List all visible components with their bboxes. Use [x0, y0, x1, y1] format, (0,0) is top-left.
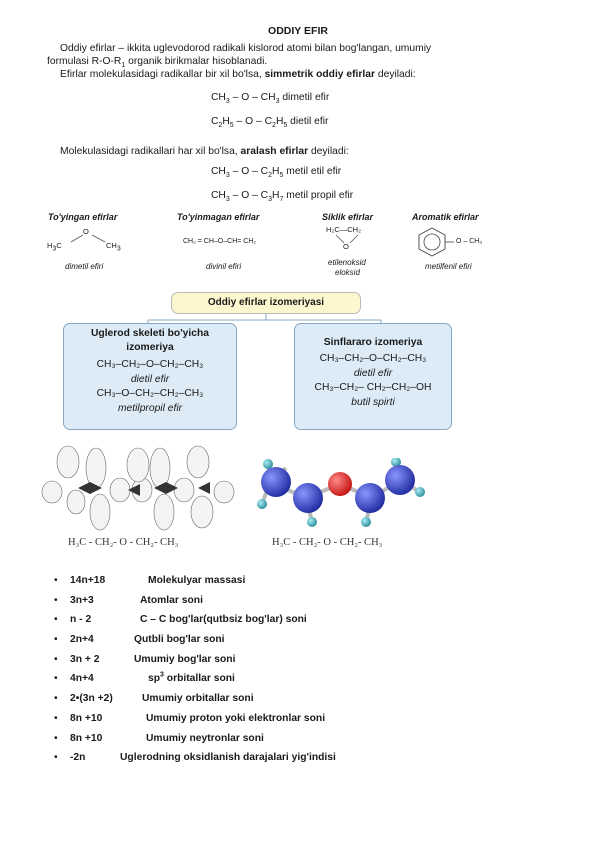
bullet: •: [54, 712, 58, 724]
page-title: ODDIY EFIR: [268, 25, 328, 37]
formula-methyl-propyl-ether: $CH_3$ – O – $C_3H_7$ metil propil efir: [211, 190, 354, 204]
skeleton-isomerism-title-1: Uglerod skeleti bo'yicha: [90, 328, 210, 339]
formula-diethyl-ether: $C_2H_5$ – O – $C_2H_5$ dietil efir: [211, 116, 329, 130]
bullet: •: [54, 614, 58, 626]
interclass-isomerism-title: Sinflararo izomeriya: [323, 337, 423, 348]
dimethyl-right-group: $CH_3$: [106, 241, 121, 253]
dimethyl-oxygen: O: [83, 227, 89, 236]
skeleton-isomerism-title-2: izomeriya: [126, 342, 174, 353]
ball-and-stick-model: [250, 458, 430, 536]
skeleton-caption-1: dietil efir: [130, 374, 170, 385]
type-unsaturated-heading: To'yinmagan efirlar: [177, 212, 260, 222]
divinyl-formula: CH₂ = CH–O–CH= CH₂: [183, 238, 257, 245]
skeleton-formula-1: CH₃–CH₂–O–CH₂–CH₃: [96, 359, 204, 370]
ethylene-oxide-ring: H₂C—CH₂: [326, 225, 361, 234]
intro-line-1: Oddiy efirlar – ikkita uglevodorod radikali kislorod atomi bilan bog'langan, umumiy: [60, 43, 432, 54]
type-aromatic-heading: Aromatik efirlar: [412, 212, 479, 222]
bullet: •: [54, 575, 58, 586]
bullet: •: [54, 594, 58, 606]
dimethyl-left-group: $H_3C$: [47, 241, 62, 253]
isomerism-title: Oddiy efirlar izomeriyasi: [171, 292, 361, 314]
interclass-caption-2: butil spirti: [351, 397, 395, 408]
caption-ethylene-oxide: etilenoksid: [328, 258, 366, 267]
bullet: •: [54, 653, 58, 665]
caption-dimethyl-ether: dimetil efiri: [65, 262, 104, 271]
symmetric-definition: Efirlar molekulasidagi radikallar bir xil bo'lsa, simmetrik oddiy efirlar deyiladi:: [60, 69, 416, 80]
formula-methyl-ethyl-ether: $CH_3$ – O – $C_2H_5$ metil etil efir: [211, 166, 342, 180]
orbital-model-caption: H₃C - CH₂- O - CH₂- CH₃: [68, 537, 179, 548]
methoxy-group: O – CH₃: [456, 238, 483, 245]
type-saturated-heading: To'yingan efirlar: [48, 212, 118, 222]
bullet: •: [54, 693, 58, 705]
formula-dimethyl-ether: $CH_3$ – O – $CH_3$ dimetil efir: [211, 92, 330, 106]
caption-methylphenyl-ether: metilfenil efiri: [425, 262, 472, 271]
bullet: •: [54, 634, 58, 646]
caption-divinyl-ether: divinil efiri: [206, 262, 242, 271]
intro-line-2: formulasi $R-O-R_1$ organik birikmalar hisoblanadi.: [47, 56, 268, 70]
interclass-formula-2: CH₃–CH₂– CH₂–CH₂–OH: [314, 382, 432, 393]
interclass-caption-1: dietil efir: [353, 368, 393, 379]
mixed-definition: Molekulasidagi radikallari har xil bo'lsa, aralash efirlar deyiladi:: [60, 146, 349, 157]
interclass-formula-1: CH₃–CH₂–O–CH₂–CH₃: [319, 353, 427, 364]
type-cyclic-heading: Siklik efirlar: [322, 212, 374, 222]
skeleton-isomerism-box: [63, 323, 237, 430]
bullet: •: [54, 673, 58, 685]
skeleton-formula-2: CH₃–O–CH₂–CH₂–CH₃: [96, 388, 204, 399]
bullet: •: [54, 732, 58, 744]
ball-and-stick-caption: H₃C - CH₂- O - CH₂- CH₃: [272, 537, 383, 548]
ethylene-oxide-oxygen: O: [343, 242, 349, 251]
isomerism-connectors: [0, 0, 596, 340]
skeleton-caption-2: metilpropil efir: [117, 403, 183, 414]
caption-eloksid: eloksid: [335, 268, 360, 277]
orbital-model-diagram: [38, 440, 238, 535]
bullet: •: [54, 752, 58, 764]
interclass-isomerism-box: [294, 323, 452, 430]
